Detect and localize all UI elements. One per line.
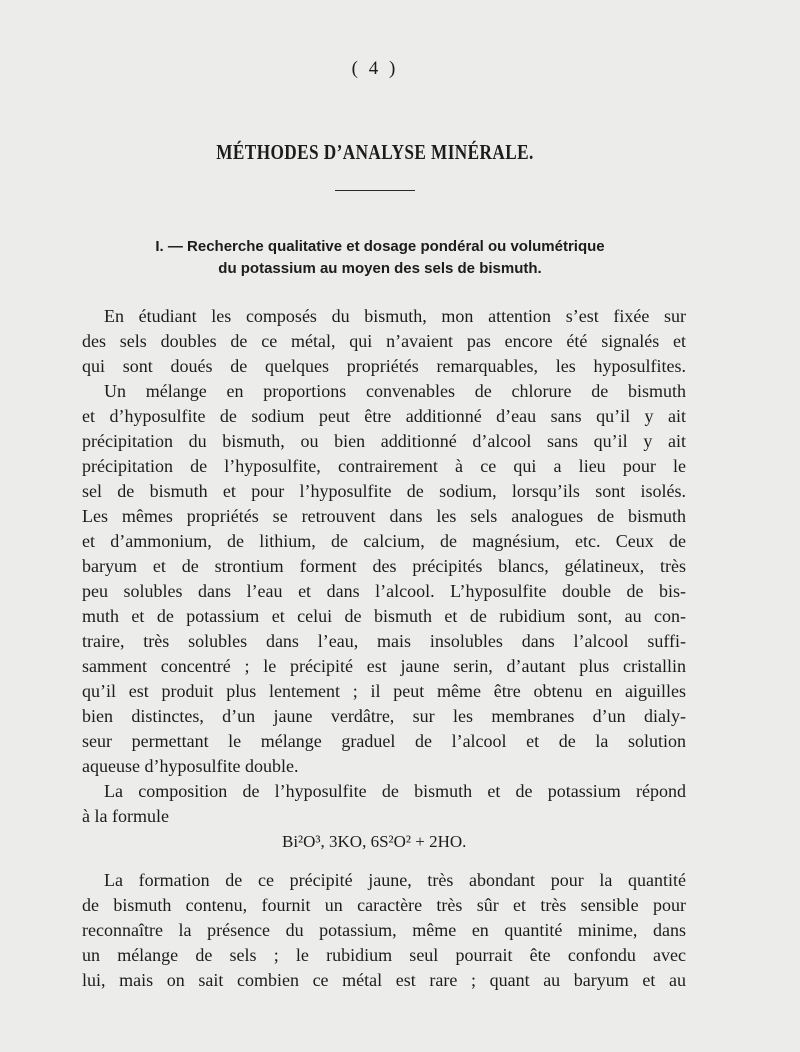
text-line: baryum et de strontium forment des précipités blancs, gélatineux, très [82,556,686,576]
text-line: précipitation du bismuth, ou bien additionné d’alcool sans qu’il y ait [82,431,686,451]
paragraph-gap [82,854,686,868]
text-line: et d’hyposulfite de sodium peut être additionné d’eau sans qu’il y ait [82,406,686,426]
text-line: qu’il est produit plus lentement ; il peut même être obtenu en aiguilles [82,681,686,701]
paragraph [82,379,686,779]
text-line: précipitation de l’hyposulfite, contrairement à ce qui a lieu pour le [82,456,686,476]
text-line: En étudiant les composés du bismuth, mon attention s’est fixée sur [104,306,686,326]
paragraph [82,304,686,379]
paragraph [82,868,686,993]
text-line: à la formule [82,806,169,826]
section-heading [80,236,680,280]
text-line: samment concentré ; le précipité est jaune serin, d’autant plus cristallin [82,656,686,676]
title-divider [335,190,415,191]
text-line: muth et de potassium et celui de bismuth et de rubidium sont, au con- [82,606,686,626]
text-line: traire, très solubles dans l’eau, mais insolubles dans l’alcool suffi- [82,631,686,651]
text-line: de bismuth contenu, fournit un caractère très sûr et très sensible pour [82,895,686,915]
text-line: seur permettant le mélange graduel de l’alcool et de la solution [82,731,686,751]
text-line: La formation de ce précipité jaune, très abondant pour la quantité [104,870,686,890]
section-heading-line: du potassium au moyen des sels de bismuth. [218,260,542,277]
body-text [82,304,686,993]
text-line: bien distinctes, d’un jaune verdâtre, sur les membranes d’un dialy- [82,706,686,726]
text-line: des sels doubles de ce métal, qui n’avaient pas encore été signalés et [82,331,686,351]
chemical-formula: Bi²O³, 3KO, 6S²O² + 2HO. [282,832,467,851]
text-line: reconnaître la présence du potassium, même en quantité minime, dans [82,920,686,940]
text-line: La composition de l’hyposulfite de bismuth et de potassium répond [104,781,686,801]
text-line: un mélange de sels ; le rubidium seul pourrait ête confondu avec [82,945,686,965]
paragraph [82,779,686,854]
text-line: peu solubles dans l’eau et dans l’alcool. L’hyposulfite double de bis- [82,581,686,601]
text-line: sel de bismuth et pour l’hyposulfite de sodium, lorsqu’ils sont isolés. [82,481,686,501]
text-line: qui sont doués de quelques propriétés remarquables, les hyposulfites. [82,356,686,376]
page-number: ( 4 ) [351,58,399,79]
section-heading-line: I. — Recherche qualitative et dosage pondéral ou volumétrique [155,238,605,255]
text-line: Les mêmes propriétés se retrouvent dans les sels analogues de bismuth [82,506,686,526]
page-title: MÉTHODES D’ANALYSE MINÉRALE. [216,140,534,164]
text-line: et d’ammonium, de lithium, de calcium, de magnésium, etc. Ceux de [82,531,686,551]
text-line: lui, mais on sait combien ce métal est rare ; quant au baryum et au [82,970,686,990]
text-line: Un mélange en proportions convenables de chlorure de bismuth [104,381,686,401]
text-line: aqueuse d’hyposulfite double. [82,756,299,776]
